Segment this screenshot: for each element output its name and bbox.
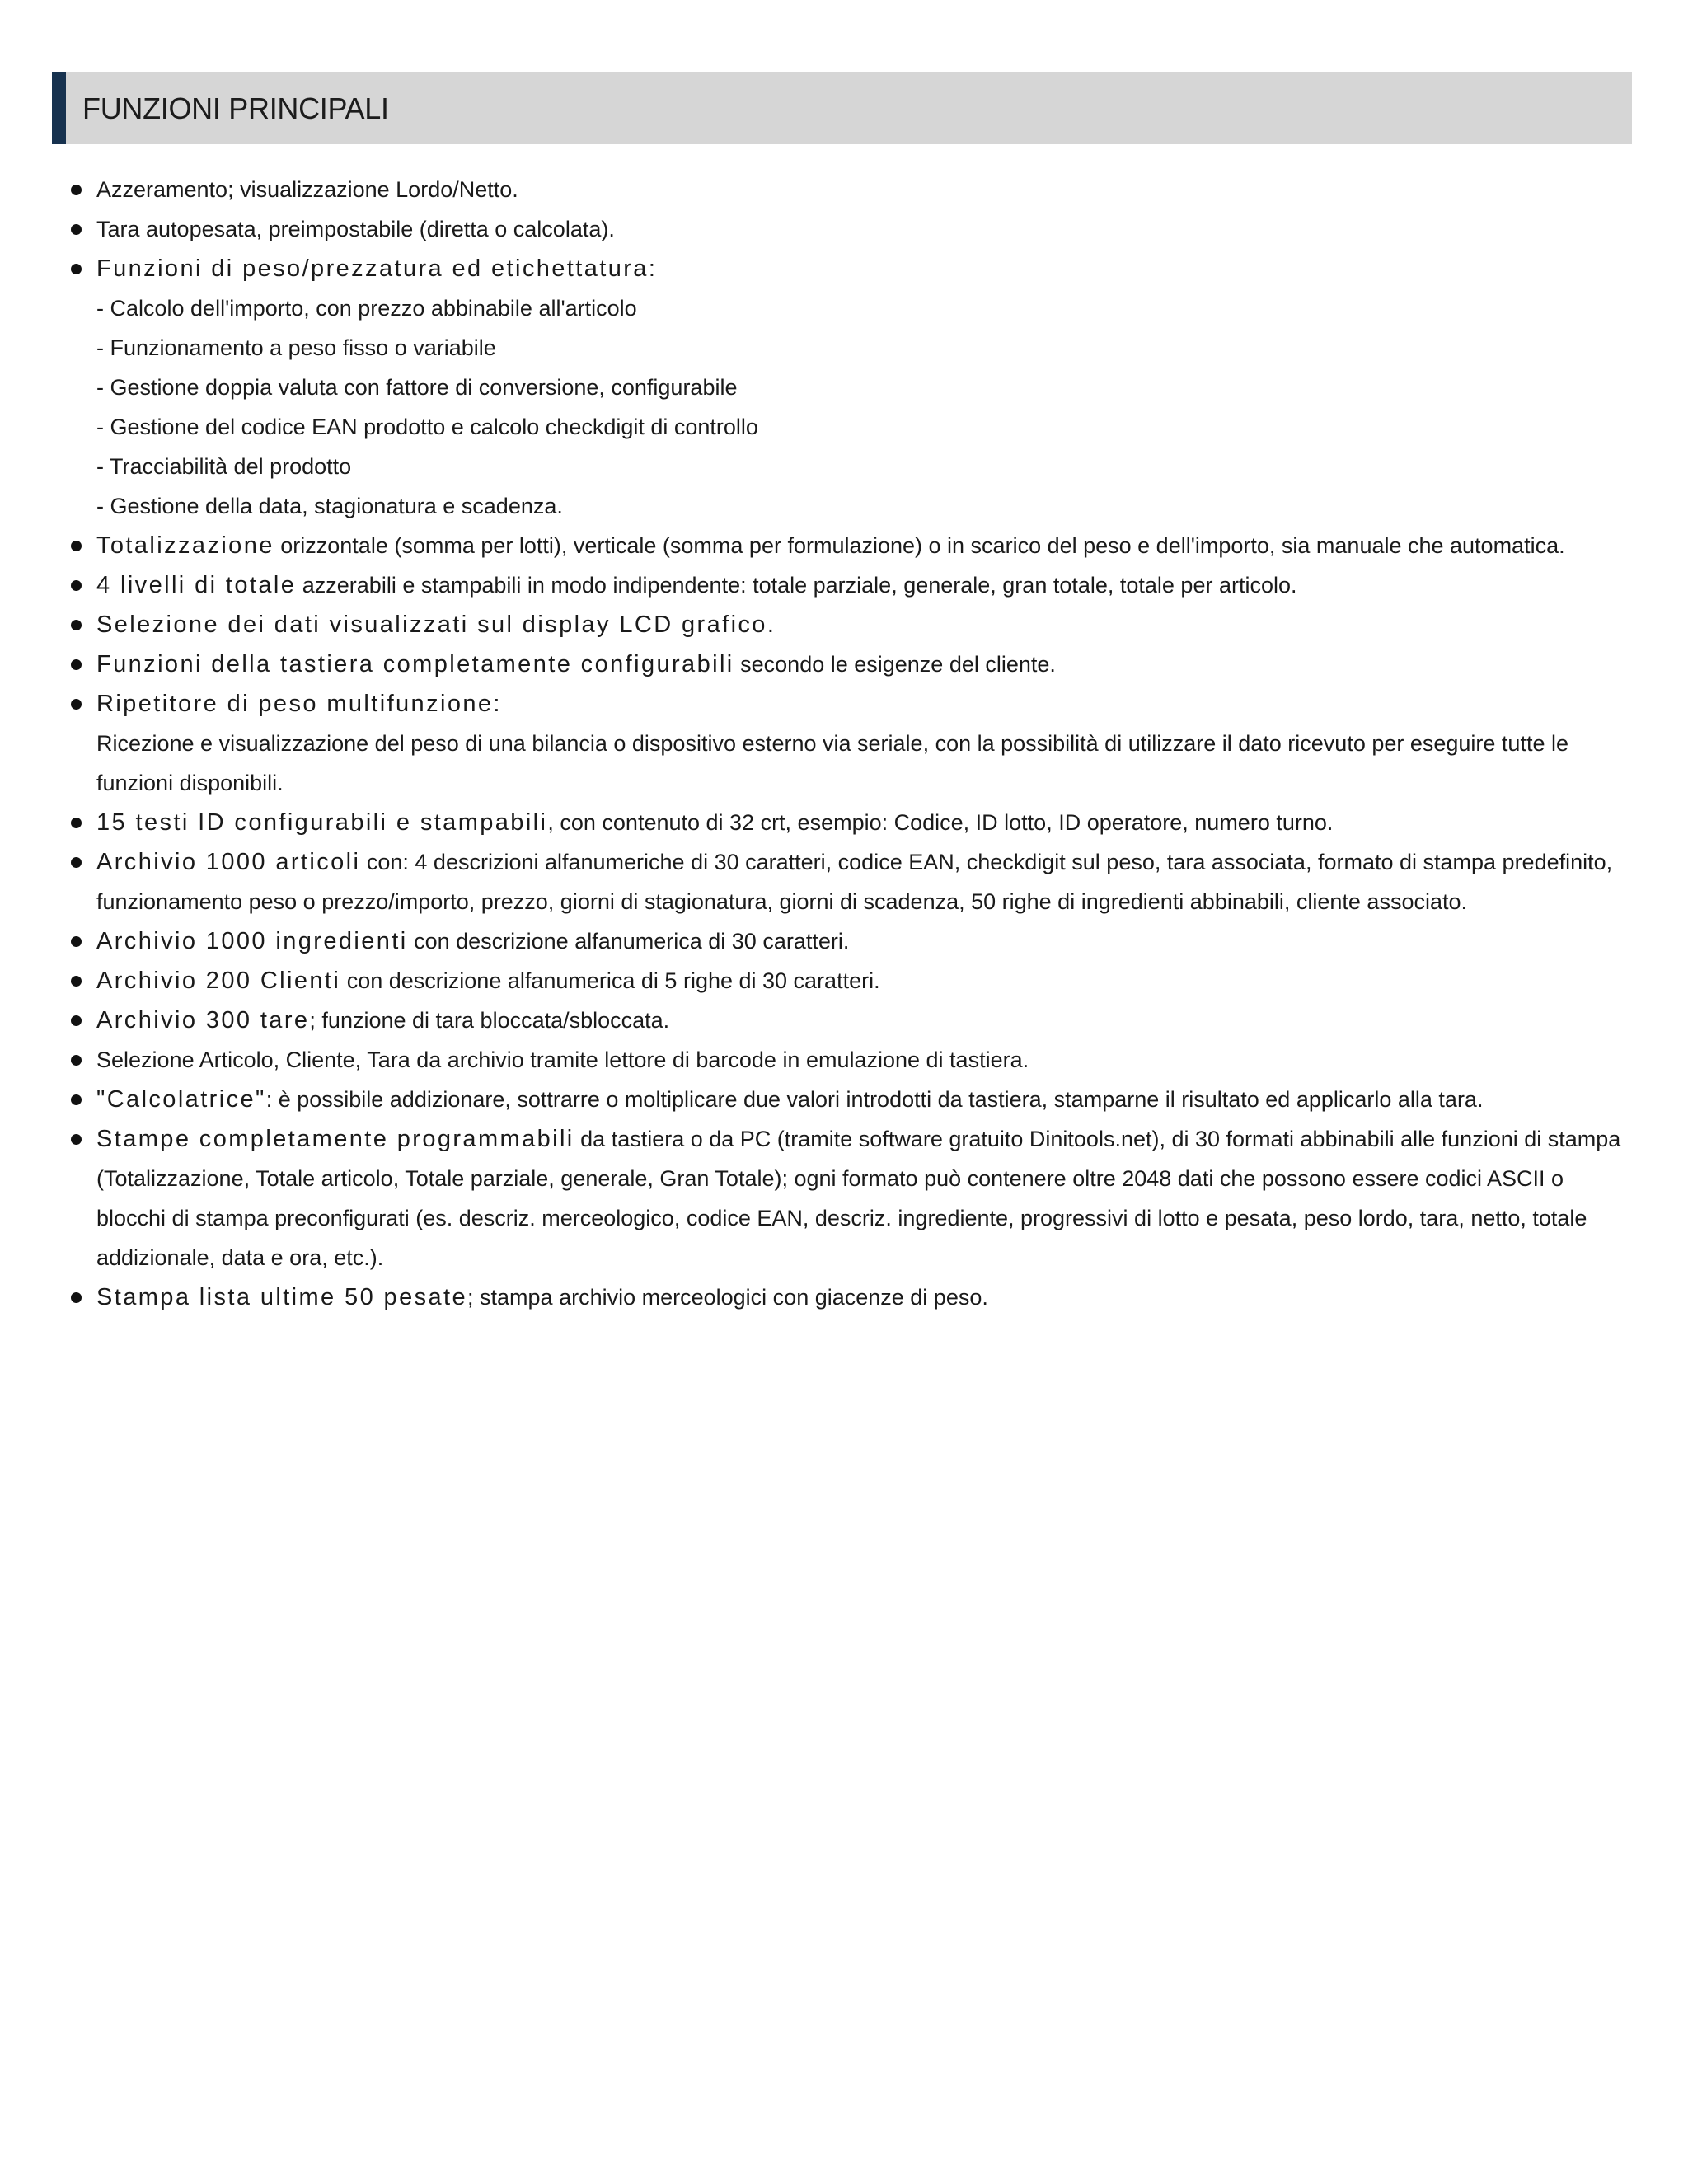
sub-line: - Gestione doppia valuta con fattore di conversione, configurabile	[96, 375, 738, 400]
list-item	[0, 842, 1635, 921]
list-item	[0, 209, 1635, 249]
item-lead: Archivio 1000 articoli	[96, 849, 361, 875]
list-item	[0, 684, 1635, 803]
item-text: , con contenuto di 32 crt, esempio: Codice, ID lotto, ID operatore, numero turno.	[547, 810, 1334, 835]
item-lead: Stampa lista ultime 50 pesate	[96, 1284, 468, 1310]
bullet-icon	[71, 936, 82, 947]
list-item	[0, 961, 1635, 1001]
item-lead: Totalizzazione	[96, 532, 274, 559]
list-item	[0, 1119, 1635, 1277]
item-text: con descrizione alfanumerica di 5 righe di 30 caratteri.	[340, 968, 880, 993]
bullet-icon	[71, 1134, 82, 1145]
list-item	[0, 170, 1635, 209]
item-text: azzerabili e stampabili in modo indipendente: totale parziale, generale, gran totale, totale per articolo.	[296, 573, 1297, 598]
sub-line: - Gestione della data, stagionatura e scadenza.	[96, 494, 563, 518]
section-title: FUNZIONI PRINCIPALI	[82, 91, 389, 125]
item-lead: 4 livelli di totale	[96, 572, 297, 598]
item-lead: Archivio 300 tare	[96, 1007, 310, 1033]
item-lead: Archivio 200 Clienti	[96, 968, 341, 994]
item-lead: Funzioni di peso/prezzatura ed etichettatura:	[96, 255, 658, 282]
item-lead: Selezione dei dati visualizzati sul display LCD grafico.	[96, 612, 776, 638]
item-lead: "Calcolatrice"	[96, 1086, 266, 1113]
bullet-icon	[71, 818, 82, 828]
list-item	[0, 565, 1635, 605]
list-item	[0, 1080, 1635, 1119]
list-item	[0, 921, 1635, 961]
bullet-icon	[71, 857, 82, 868]
sub-line: Ricezione e visualizzazione del peso di una bilancia o dispositivo esterno via seriale, con la possibilità di utilizzare il dato ricevuto per eseguire tutte le funzioni disponibili.	[96, 731, 1568, 795]
sub-line: - Tracciabilità del prodotto	[96, 454, 352, 479]
bullet-icon	[71, 659, 82, 670]
list-item	[0, 1277, 1635, 1317]
bullet-icon	[71, 620, 82, 630]
item-text: ; stampa archivio merceologici con giacenze di peso.	[467, 1285, 988, 1310]
bullet-icon	[71, 264, 82, 274]
bullet-icon	[71, 580, 82, 591]
item-lead: 15 testi ID configurabili e stampabili	[96, 809, 548, 836]
bullet-icon	[71, 1292, 82, 1303]
item-lead: Stampe completamente programmabili	[96, 1126, 574, 1152]
item-text: ; funzione di tara bloccata/sbloccata.	[309, 1008, 670, 1033]
item-text: con: 4 descrizioni alfanumeriche di 30 caratteri, codice EAN, checkdigit sul peso, tara associata, formato di stampa predefinito, funzionamento peso o prezzo/importo, prezzo, giorni di stagionatura, giorni di scadenza, 50 righe di ingredienti abbinabili, cliente associato.	[96, 850, 1613, 914]
header-accent-bar	[52, 72, 66, 144]
bullet-icon	[71, 699, 82, 710]
list-item	[0, 249, 1635, 526]
list-item	[0, 605, 1635, 644]
list-item	[0, 1040, 1635, 1080]
item-text: secondo le esigenze del cliente.	[734, 652, 1056, 677]
section-header	[52, 72, 1632, 144]
item-text: : è possibile addizionare, sottrarre o moltiplicare due valori introdotti da tastiera, stamparne il risultato ed applicarlo alla tara.	[265, 1087, 1484, 1112]
item-text: Azzeramento; visualizzazione Lordo/Netto.	[96, 177, 518, 202]
sub-line: - Calcolo dell'importo, con prezzo abbinabile all'articolo	[96, 296, 637, 321]
bullet-icon	[71, 1094, 82, 1105]
list-item	[0, 526, 1635, 565]
item-text: con descrizione alfanumerica di 30 caratteri.	[407, 929, 850, 954]
bullet-icon	[71, 1055, 82, 1066]
bullet-icon	[71, 224, 82, 235]
item-lead: Ripetitore di peso multifunzione:	[96, 691, 502, 717]
list-item	[0, 803, 1635, 842]
item-lead: Funzioni della tastiera completamente configurabili	[96, 651, 734, 677]
sub-line: - Funzionamento a peso fisso o variabile	[96, 335, 496, 360]
bullet-icon	[71, 976, 82, 987]
feature-list	[0, 170, 1688, 1317]
item-text: Tara autopesata, preimpostabile (diretta o calcolata).	[96, 217, 615, 241]
bullet-icon	[71, 541, 82, 551]
item-text: da tastiera o da PC (tramite software gratuito Dinitools.net), di 30 formati abbinabili alle funzioni di stampa (Totalizzazione, Totale articolo, Totale parziale, generale, Gran Totale); ogni formato può contenere oltre 2048 dati che possono essere codici ASCII o blocchi di stampa preconfigurati (es. descriz. merceologico, codice EAN, descriz. ingrediente, progressivi di lotto e pesata, peso lordo, tara, netto, totale addizionale, data e ora, etc.).	[96, 1127, 1621, 1270]
list-item	[0, 1001, 1635, 1040]
bullet-icon	[71, 185, 82, 195]
bullet-icon	[71, 1015, 82, 1026]
list-item	[0, 644, 1635, 684]
item-text: orizzontale (somma per lotti), verticale (somma per formulazione) o in scarico del peso e dell'importo, sia manuale che automatica.	[274, 533, 1565, 558]
item-lead: Archivio 1000 ingredienti	[96, 928, 408, 954]
item-text: Selezione Articolo, Cliente, Tara da archivio tramite lettore di barcode in emulazione di tastiera.	[96, 1047, 1029, 1072]
sub-line: - Gestione del codice EAN prodotto e calcolo checkdigit di controllo	[96, 415, 758, 439]
